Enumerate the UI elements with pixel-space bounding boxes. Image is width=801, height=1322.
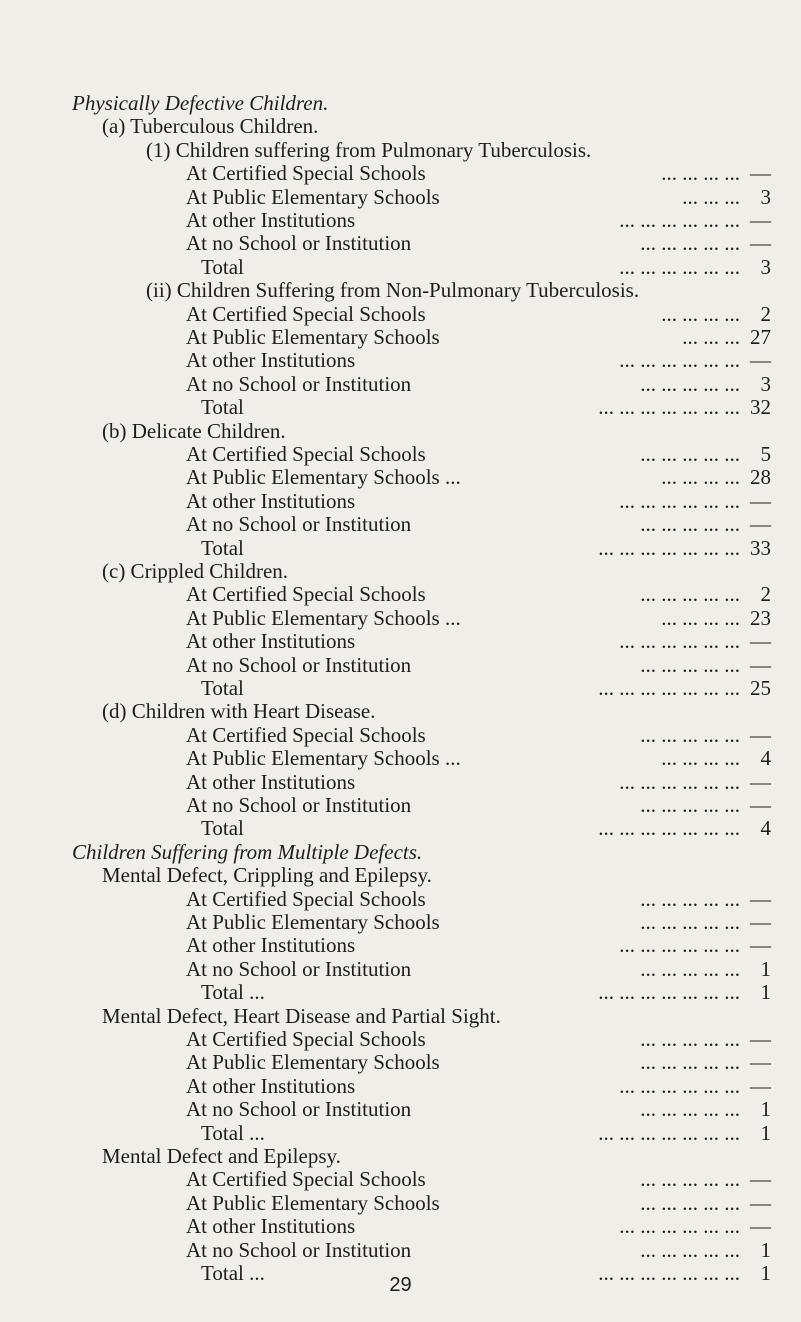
leader-dots: ... ... ... ... ... ... ... xyxy=(598,1261,740,1285)
row-value: — xyxy=(750,231,771,256)
group-title xyxy=(0,1143,801,1169)
table-row xyxy=(0,745,801,771)
total-row xyxy=(0,979,801,1005)
row-value: — xyxy=(750,1027,771,1051)
row-value: — xyxy=(750,1073,771,1098)
row-value: — xyxy=(750,208,771,232)
row-value: — xyxy=(750,161,771,186)
leader-dots: ... ... ... ... ... ... ... xyxy=(598,980,740,1005)
subsection-title xyxy=(0,418,801,444)
group-title-text: Mental Defect and Epilepsy. xyxy=(102,1144,341,1168)
row-value: 1 xyxy=(760,1237,771,1262)
row-label: At Public Elementary Schools xyxy=(186,1050,440,1075)
leader-dots: ... ... ... ... ... ... xyxy=(619,208,740,232)
leader-dots: ... ... ... ... ... ... xyxy=(619,1214,740,1239)
leader-dots: ... ... ... ... ... xyxy=(640,886,740,911)
table-row xyxy=(0,207,801,233)
table-row xyxy=(0,581,801,607)
leader-dots: ... ... ... ... ... ... ... xyxy=(598,1120,740,1145)
row-label: At other Institutions xyxy=(186,348,356,373)
total-row xyxy=(0,254,801,280)
row-label: At Public Elementary Schools ... xyxy=(186,605,461,630)
table-row xyxy=(0,886,801,912)
row-label: At no School or Institution xyxy=(186,956,412,981)
row-value: — xyxy=(750,1167,771,1192)
leader-dots: ... ... ... ... ... ... ... xyxy=(598,816,740,841)
row-label: Total xyxy=(201,535,244,560)
table-row xyxy=(0,511,801,537)
subsection-title-text: (a) Tuberculous Children. xyxy=(102,114,319,139)
row-label: Total xyxy=(201,395,244,420)
leader-dots: ... ... ... xyxy=(682,325,740,349)
leader-dots: ... ... ... ... xyxy=(661,605,740,630)
table-row xyxy=(0,347,801,373)
row-label: At other Institutions xyxy=(186,769,356,794)
row-label: At Public Elementary Schools xyxy=(186,325,440,349)
leader-dots: ... ... ... ... xyxy=(661,746,740,771)
row-value: — xyxy=(750,348,771,373)
row-label: At Certified Special Schools xyxy=(186,1027,426,1051)
table-row xyxy=(0,1049,801,1075)
row-label: At Certified Special Schools xyxy=(186,1167,426,1192)
subsection-title xyxy=(0,698,801,724)
leader-dots: ... ... ... ... ... xyxy=(640,442,740,466)
total-row xyxy=(0,394,801,420)
row-label: At Certified Special Schools xyxy=(186,301,426,326)
row-value: 28 xyxy=(750,465,771,490)
section-heading-text: Children Suffering from Multiple Defects. xyxy=(72,839,423,864)
subsection-title-text: (d) Children with Heart Disease. xyxy=(102,699,376,724)
row-value: — xyxy=(750,722,771,747)
leader-dots: ... ... ... ... ... ... ... xyxy=(598,676,740,700)
row-value: 27 xyxy=(750,325,771,349)
page-number: 29 xyxy=(389,1274,412,1296)
row-label: At no School or Institution xyxy=(186,512,412,537)
row-value: — xyxy=(750,1050,771,1075)
leader-dots: ... ... ... ... ... xyxy=(640,371,740,396)
leader-dots: ... ... ... ... ... xyxy=(640,1027,740,1051)
row-value: — xyxy=(750,933,771,958)
row-label: At no School or Institution xyxy=(186,793,412,817)
row-label: At other Institutions xyxy=(186,488,356,513)
table-row xyxy=(0,324,801,350)
row-label: At Certified Special Schools xyxy=(186,582,426,607)
leader-dots: ... ... ... ... ... xyxy=(640,231,740,256)
row-label: At Public Elementary Schools xyxy=(186,910,440,934)
section-heading-text: Physically Defective Children. xyxy=(72,91,329,115)
group-title xyxy=(0,1003,801,1029)
table-row xyxy=(0,464,801,490)
table-row xyxy=(0,160,801,186)
section-heading xyxy=(0,839,801,865)
leader-dots: ... ... ... ... ... ... xyxy=(619,933,740,958)
row-label: Total xyxy=(201,676,244,700)
subsection-title xyxy=(0,558,801,584)
leader-dots: ... ... ... ... ... xyxy=(640,1097,740,1122)
row-label: At Public Elementary Schools ... xyxy=(186,465,461,490)
subsection-title-text: (c) Crippled Children. xyxy=(102,559,289,583)
group-title-text: (1) Children suffering from Pulmonary Tuberculosis. xyxy=(146,137,592,162)
row-value: — xyxy=(750,488,771,513)
row-label: At other Institutions xyxy=(186,933,356,958)
table-row xyxy=(0,1237,801,1263)
row-value: — xyxy=(750,1190,771,1215)
row-value: 3 xyxy=(760,254,771,279)
row-value: — xyxy=(750,652,771,677)
row-label: At other Institutions xyxy=(186,1073,356,1098)
table-row xyxy=(0,441,801,467)
leader-dots: ... ... ... ... ... xyxy=(640,582,740,607)
row-label: At no School or Institution xyxy=(186,231,412,256)
row-label: At Public Elementary Schools ... xyxy=(186,746,461,771)
section-heading xyxy=(0,90,801,116)
group-title xyxy=(0,137,801,163)
row-label: Total xyxy=(201,816,244,841)
table-row xyxy=(0,1073,801,1099)
row-value: 3 xyxy=(760,371,771,396)
total-row xyxy=(0,675,801,701)
row-label: Total ... xyxy=(201,1261,265,1285)
row-value: 1 xyxy=(760,1097,771,1122)
row-label: At Certified Special Schools xyxy=(186,161,426,186)
subsection-title-text: (b) Delicate Children. xyxy=(102,418,286,443)
table-row xyxy=(0,1096,801,1122)
row-value: 25 xyxy=(750,676,771,700)
row-value: 23 xyxy=(750,605,771,630)
row-label: At no School or Institution xyxy=(186,371,412,396)
table-row xyxy=(0,722,801,748)
table-row xyxy=(0,909,801,935)
table-row xyxy=(0,1026,801,1052)
leader-dots: ... ... ... ... ... xyxy=(640,1050,740,1075)
row-label: At other Institutions xyxy=(186,208,356,232)
group-title-text: (ii) Children Suffering from Non-Pulmonary Tuberculosis. xyxy=(146,278,640,303)
table-row xyxy=(0,605,801,631)
table-row xyxy=(0,1166,801,1192)
leader-dots: ... ... ... ... ... xyxy=(640,1237,740,1262)
leader-dots: ... ... ... ... xyxy=(661,465,740,490)
leader-dots: ... ... ... ... xyxy=(661,301,740,326)
table-row xyxy=(0,792,801,818)
leader-dots: ... ... ... ... ... xyxy=(640,1167,740,1192)
row-value: — xyxy=(750,910,771,934)
table-row xyxy=(0,1213,801,1239)
total-row xyxy=(0,535,801,561)
row-value: 3 xyxy=(760,184,771,209)
row-value: 4 xyxy=(760,816,771,841)
group-title-text: Mental Defect, Crippling and Epilepsy. xyxy=(102,863,432,888)
row-value: — xyxy=(750,629,771,654)
row-value: — xyxy=(750,769,771,794)
row-label: At no School or Institution xyxy=(186,1097,412,1122)
table-row xyxy=(0,956,801,982)
row-label: Total ... xyxy=(201,980,265,1005)
row-value: 1 xyxy=(760,1120,771,1145)
leader-dots: ... ... ... ... ... ... xyxy=(619,254,740,279)
row-label: At other Institutions xyxy=(186,629,356,654)
row-value: 1 xyxy=(760,1261,771,1285)
row-label: At no School or Institution xyxy=(186,652,412,677)
leader-dots: ... ... ... ... ... xyxy=(640,722,740,747)
leader-dots: ... ... ... ... xyxy=(661,161,740,186)
leader-dots: ... ... ... ... ... ... xyxy=(619,769,740,794)
leader-dots: ... ... ... ... ... ... ... xyxy=(598,535,740,560)
row-value: 32 xyxy=(750,395,771,420)
leader-dots: ... ... ... ... ... xyxy=(640,512,740,537)
leader-dots: ... ... ... ... ... xyxy=(640,910,740,934)
row-label: At Public Elementary Schools xyxy=(186,1190,440,1215)
row-label: At no School or Institution xyxy=(186,1237,412,1262)
table-row xyxy=(0,769,801,795)
leader-dots: ... ... ... ... ... ... xyxy=(619,348,740,373)
total-row xyxy=(0,815,801,841)
leader-dots: ... ... ... ... ... xyxy=(640,793,740,817)
row-label: At Certified Special Schools xyxy=(186,722,426,747)
table-row xyxy=(0,488,801,514)
row-label: Total ... xyxy=(201,1120,265,1145)
leader-dots: ... ... ... ... ... xyxy=(640,1190,740,1215)
table-row xyxy=(0,1190,801,1216)
row-value: 2 xyxy=(760,301,771,326)
table-row xyxy=(0,652,801,678)
leader-dots: ... ... ... ... ... ... xyxy=(619,1073,740,1098)
group-title xyxy=(0,277,801,303)
row-value: — xyxy=(750,886,771,911)
subsection-title xyxy=(0,113,801,139)
row-label: At other Institutions xyxy=(186,1214,356,1239)
leader-dots: ... ... ... xyxy=(682,184,740,209)
row-value: 1 xyxy=(760,956,771,981)
row-value: — xyxy=(750,793,771,817)
group-title-text: Mental Defect, Heart Disease and Partial Sight. xyxy=(102,1003,501,1028)
row-label: At Public Elementary Schools xyxy=(186,184,440,209)
leader-dots: ... ... ... ... ... xyxy=(640,956,740,981)
table-row xyxy=(0,230,801,256)
row-value: 5 xyxy=(760,442,771,466)
table-row xyxy=(0,301,801,327)
row-label: At Certified Special Schools xyxy=(186,442,426,466)
row-value: 33 xyxy=(750,535,771,560)
leader-dots: ... ... ... ... ... xyxy=(640,652,740,677)
row-label: At Certified Special Schools xyxy=(186,886,426,911)
row-value: — xyxy=(750,1214,771,1239)
leader-dots: ... ... ... ... ... ... ... xyxy=(598,395,740,420)
row-value: 4 xyxy=(760,746,771,771)
leader-dots: ... ... ... ... ... ... xyxy=(619,488,740,513)
total-row xyxy=(0,1120,801,1146)
table-row xyxy=(0,371,801,397)
table-row xyxy=(0,184,801,210)
leader-dots: ... ... ... ... ... ... xyxy=(619,629,740,654)
row-value: — xyxy=(750,512,771,537)
row-label: Total xyxy=(201,254,244,279)
table-row xyxy=(0,628,801,654)
group-title xyxy=(0,862,801,888)
row-value: 1 xyxy=(760,980,771,1005)
table-row xyxy=(0,932,801,958)
row-value: 2 xyxy=(760,582,771,607)
